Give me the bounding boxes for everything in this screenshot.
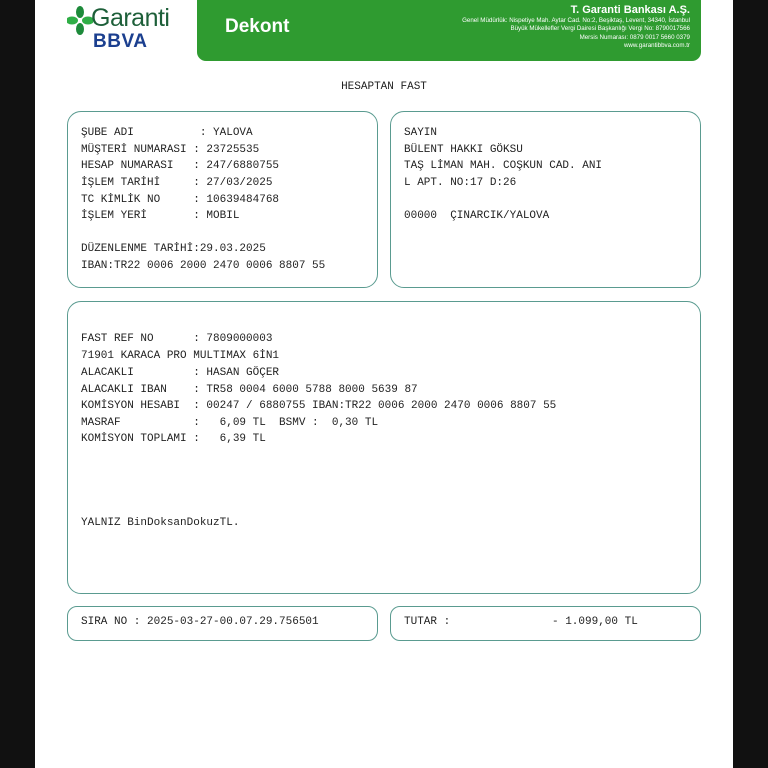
- account-line: MÜŞTERİ NUMARASI : 23725535: [81, 144, 260, 156]
- account-line: DÜZENLENME TARİHİ:29.03.2025: [81, 243, 266, 255]
- detail-line: ALACAKLI : HASAN GÖÇER: [81, 367, 280, 379]
- address-line: BÜLENT HAKKI GÖKSU: [404, 144, 523, 156]
- bank-info: [462, 17, 690, 51]
- account-line: IBAN:TR22 0006 2000 2470 0006 8807 55: [81, 260, 326, 272]
- detail-line: ALACAKLI IBAN : TR58 0004 6000 5788 8000 5639 87: [81, 384, 418, 396]
- detail-line: 71901 KARACA PRO MULTIMAX 6İN1: [81, 350, 280, 362]
- amount-in-words: YALNIZ BinDoksanDokuzTL.: [81, 517, 240, 529]
- logo-name: Garanti: [91, 4, 170, 32]
- transaction-title: HESAPTAN FAST: [341, 81, 427, 93]
- account-line: TC KİMLİK NO : 10639484768: [81, 194, 280, 206]
- bank-address: Genel Müdürlük: Nispetiye Mah. Aytar Cad. No:2, Beşiktaş, Levent, 34340, İstanbul: [462, 17, 690, 24]
- address-line: L APT. NO:17 D:26: [404, 177, 517, 189]
- sequence-number: SIRA NO : 2025-03-27-00.07.29.756501: [81, 616, 319, 628]
- garanti-clover-logo-icon: [67, 6, 93, 36]
- detail-line: FAST REF NO : 7809000003: [81, 333, 273, 345]
- bank-website: www.garantibbva.com.tr: [623, 42, 690, 50]
- amount-value: - 1.099,00 TL: [552, 616, 638, 628]
- address-line: SAYIN: [404, 127, 438, 139]
- account-line: HESAP NUMARASI : 247/6880755: [81, 160, 280, 172]
- bank-mersis: Mersis Numarası: 0879 0017 5660 0379: [579, 33, 690, 41]
- receipt-page: [35, 0, 733, 768]
- document-type-title: Dekont: [225, 16, 290, 37]
- detail-line: KOMİSYON TOPLAMI : 6,39 TL: [81, 433, 266, 445]
- header-banner: [197, 0, 701, 61]
- logo-sub: BBVA: [93, 31, 148, 52]
- detail-line: MASRAF : 6,09 TL BSMV : 0,30 TL: [81, 417, 379, 429]
- bank-tax-office: Büyük Mükellefler Vergi Dairesi Başkanlığı Vergi No: 8790017566: [510, 25, 690, 33]
- garanti-bbva-logo: [67, 4, 187, 52]
- bank-name: T. Garanti Bankası A.Ş.: [570, 4, 690, 16]
- account-line: ŞUBE ADI : YALOVA: [81, 127, 253, 139]
- amount-label: TUTAR :: [404, 616, 451, 628]
- account-line: İŞLEM YERİ : MOBIL: [81, 210, 240, 222]
- detail-line: KOMİSYON HESABI : 00247 / 6880755 IBAN:TR22 0006 2000 2470 0006 8807 55: [81, 400, 557, 412]
- address-line: 00000 ÇINARCIK/YALOVA: [404, 210, 550, 222]
- address-line: TAŞ LİMAN MAH. COŞKUN CAD. ANI: [404, 160, 603, 172]
- account-line: İŞLEM TARİHİ : 27/03/2025: [81, 177, 273, 189]
